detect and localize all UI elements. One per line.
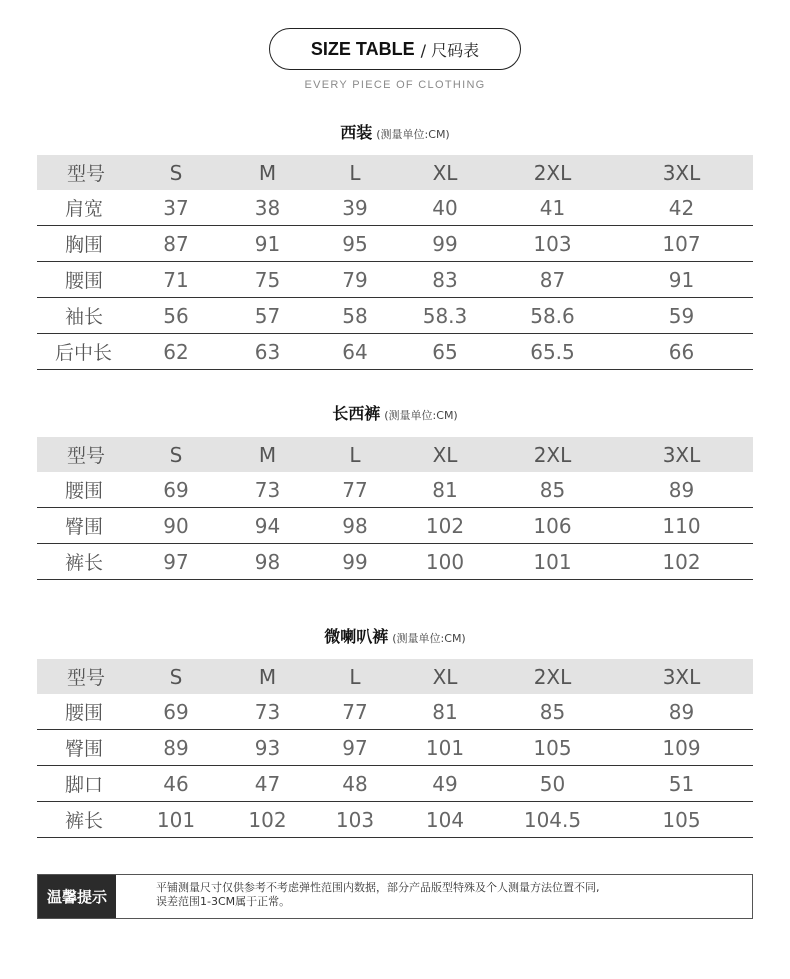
table-cell: 50	[495, 766, 610, 802]
section-unit: (测量单位:CM)	[384, 409, 458, 422]
table-cell: 64	[315, 334, 395, 370]
table-cell: 89	[132, 730, 220, 766]
table-cell: 62	[132, 334, 220, 370]
table-cell: 105	[495, 730, 610, 766]
header-cell: 型号	[37, 437, 132, 472]
table-cell: 102	[610, 544, 753, 580]
warm-tip-label: 温馨提示	[38, 875, 116, 918]
table-cell: 46	[132, 766, 220, 802]
header-cell: 2XL	[495, 659, 610, 694]
table-cell: 71	[132, 262, 220, 298]
table-cell: 40	[395, 190, 495, 226]
header-cell: M	[220, 659, 315, 694]
table-cell: 66	[610, 334, 753, 370]
table-cell: 58.6	[495, 298, 610, 334]
table-cell: 97	[132, 544, 220, 580]
flare-pants-size-table	[37, 659, 753, 838]
table-row	[37, 298, 753, 334]
table-cell: 42	[610, 190, 753, 226]
row-label: 裤长	[37, 802, 132, 838]
table-cell: 79	[315, 262, 395, 298]
header-cell: XL	[395, 659, 495, 694]
header-cell: 3XL	[610, 155, 753, 190]
table-cell: 81	[395, 472, 495, 508]
table-cell: 95	[315, 226, 395, 262]
section-name: 微喇叭裤	[324, 627, 389, 646]
table-cell: 48	[315, 766, 395, 802]
table-row	[37, 694, 753, 730]
table-cell: 103	[315, 802, 395, 838]
table-cell: 106	[495, 508, 610, 544]
table-cell: 94	[220, 508, 315, 544]
table-row	[37, 334, 753, 370]
table-header-row	[37, 155, 753, 190]
table-cell: 103	[495, 226, 610, 262]
table-row	[37, 190, 753, 226]
suit-size-table	[37, 155, 753, 370]
table-cell: 38	[220, 190, 315, 226]
size-table-header	[269, 28, 521, 70]
header-cell: XL	[395, 437, 495, 472]
table-cell: 77	[315, 694, 395, 730]
table-cell: 58	[315, 298, 395, 334]
table-cell: 63	[220, 334, 315, 370]
row-label: 臀围	[37, 508, 132, 544]
warm-tip-box	[37, 874, 753, 919]
table-cell: 101	[395, 730, 495, 766]
header-cell: L	[315, 659, 395, 694]
table-cell: 105	[610, 802, 753, 838]
table-cell: 83	[395, 262, 495, 298]
table-cell: 100	[395, 544, 495, 580]
row-label: 后中长	[37, 334, 132, 370]
table-cell: 101	[495, 544, 610, 580]
long-trousers-size-table	[37, 437, 753, 580]
table-row	[37, 802, 753, 838]
header-cell: L	[315, 155, 395, 190]
header-title-cn: / 尺码表	[420, 40, 480, 60]
table-cell: 98	[220, 544, 315, 580]
warm-tip-text	[116, 875, 752, 918]
header-cell: M	[220, 155, 315, 190]
header-cell: 2XL	[495, 437, 610, 472]
header-cell: XL	[395, 155, 495, 190]
table-cell: 75	[220, 262, 315, 298]
table-cell: 93	[220, 730, 315, 766]
section-title-flare-pants	[0, 624, 790, 647]
header-cell: 3XL	[610, 437, 753, 472]
table-cell: 98	[315, 508, 395, 544]
table-cell: 102	[395, 508, 495, 544]
table-cell: 58.3	[395, 298, 495, 334]
table-cell: 101	[132, 802, 220, 838]
table-cell: 69	[132, 472, 220, 508]
table-row	[37, 472, 753, 508]
section-unit: (测量单位:CM)	[376, 128, 450, 141]
table-row	[37, 262, 753, 298]
table-cell: 87	[495, 262, 610, 298]
table-cell: 85	[495, 694, 610, 730]
section-title-long-trousers	[0, 401, 790, 424]
table-cell: 69	[132, 694, 220, 730]
table-cell: 99	[395, 226, 495, 262]
section-name: 西装	[340, 123, 373, 142]
table-cell: 65.5	[495, 334, 610, 370]
table-cell: 81	[395, 694, 495, 730]
table-row	[37, 730, 753, 766]
table-header-row	[37, 437, 753, 472]
row-label: 肩宽	[37, 190, 132, 226]
table-cell: 89	[610, 694, 753, 730]
table-header-row	[37, 659, 753, 694]
table-cell: 77	[315, 472, 395, 508]
table-cell: 49	[395, 766, 495, 802]
table-row	[37, 544, 753, 580]
header-cell: 2XL	[495, 155, 610, 190]
table-cell: 39	[315, 190, 395, 226]
table-cell: 73	[220, 472, 315, 508]
row-label: 腰围	[37, 262, 132, 298]
header-cell: S	[132, 659, 220, 694]
table-cell: 51	[610, 766, 753, 802]
section-title-suit	[0, 120, 790, 143]
table-cell: 89	[610, 472, 753, 508]
table-cell: 97	[315, 730, 395, 766]
table-cell: 87	[132, 226, 220, 262]
table-cell: 85	[495, 472, 610, 508]
table-cell: 110	[610, 508, 753, 544]
table-cell: 59	[610, 298, 753, 334]
table-cell: 91	[220, 226, 315, 262]
header-cell: 型号	[37, 155, 132, 190]
row-label: 裤长	[37, 544, 132, 580]
table-cell: 65	[395, 334, 495, 370]
header-cell: 3XL	[610, 659, 753, 694]
table-cell: 56	[132, 298, 220, 334]
table-cell: 47	[220, 766, 315, 802]
table-cell: 107	[610, 226, 753, 262]
header-cell: S	[132, 155, 220, 190]
header-subtitle: EVERY PIECE OF CLOTHING	[304, 79, 486, 91]
table-cell: 90	[132, 508, 220, 544]
header-cell: S	[132, 437, 220, 472]
warm-tip-line-1: 平铺测量尺寸仅供参考不考虑弹性范围内数据，部分产品版型特殊及个人测量方法位置不同,	[156, 881, 600, 894]
header-title-en: SIZE TABLE	[310, 38, 415, 59]
table-cell: 37	[132, 190, 220, 226]
table-row	[37, 766, 753, 802]
warm-tip-line-2: 误差范围1-3CM属于正常。	[156, 895, 291, 908]
row-label: 腰围	[37, 472, 132, 508]
section-name: 长西裤	[332, 404, 381, 423]
table-cell: 104	[395, 802, 495, 838]
row-label: 胸围	[37, 226, 132, 262]
row-label: 臀围	[37, 730, 132, 766]
row-label: 袖长	[37, 298, 132, 334]
header-cell: M	[220, 437, 315, 472]
row-label: 脚口	[37, 766, 132, 802]
table-cell: 73	[220, 694, 315, 730]
table-cell: 99	[315, 544, 395, 580]
table-cell: 102	[220, 802, 315, 838]
section-unit: (测量单位:CM)	[392, 632, 466, 645]
table-row	[37, 508, 753, 544]
table-cell: 57	[220, 298, 315, 334]
header-cell: L	[315, 437, 395, 472]
table-cell: 91	[610, 262, 753, 298]
table-cell: 109	[610, 730, 753, 766]
header-cell: 型号	[37, 659, 132, 694]
row-label: 腰围	[37, 694, 132, 730]
table-cell: 104.5	[495, 802, 610, 838]
table-row	[37, 226, 753, 262]
table-cell: 41	[495, 190, 610, 226]
